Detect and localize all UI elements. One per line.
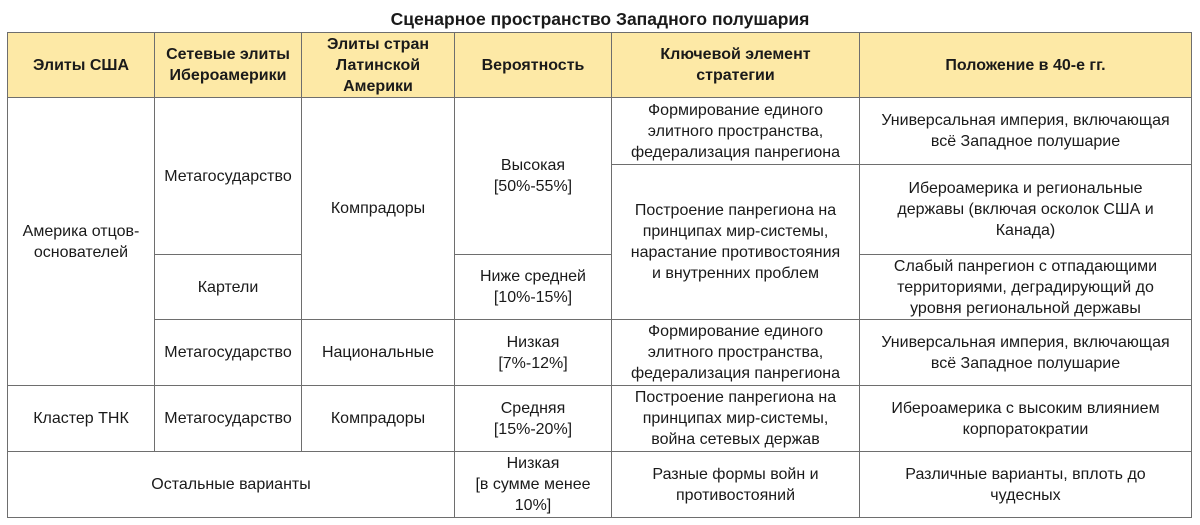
cell-probability: Высокая [50%-55%] [454,97,612,255]
cell-us-elites: Америка отцов- основателей [7,97,155,386]
cell-latam-elites: Компрадоры [301,97,455,320]
header-strategy: Ключевой элемент стратегии [611,32,860,98]
cell-position-40s: Слабый панрегион с отпадающими территориями, деградирующий до уровня региональной державы [859,254,1192,320]
cell-probability: Ниже средней [10%-15%] [454,254,612,320]
cell-strategy: Разные формы войн и противостояний [611,451,860,518]
cell-us-elites: Кластер ТНК [7,385,155,452]
cell-probability: Низкая [в сумме менее 10%] [454,451,612,518]
cell-probability: Низкая [7%-12%] [454,319,612,386]
cell-strategy: Формирование единого элитного пространства, федерализация панрегиона [611,97,860,165]
cell-network-elites: Метагосударство [154,97,302,255]
cell-other-variants: Остальные варианты [7,451,455,518]
header-network-elites: Сетевые элиты Ибероамерики [154,32,302,98]
header-us-elites: Элиты США [7,32,155,98]
table-title: Сценарное пространство Западного полушария [390,9,810,29]
header-probability: Вероятность [454,32,612,98]
header-position-40s: Положение в 40-е гг. [859,32,1192,98]
cell-network-elites: Метагосударство [154,385,302,452]
cell-position-40s: Различные варианты, вплоть до чудесных [859,451,1192,518]
cell-strategy: Построение панрегиона на принципах мир-системы, нарастание противостояния и внутренних проблем [611,164,860,320]
cell-network-elites: Картели [154,254,302,320]
cell-position-40s: Универсальная империя, включающая всё Западное полушарие [859,97,1192,165]
cell-strategy: Построение панрегиона на принципах мир-системы, война сетевых держав [611,385,860,452]
cell-latam-elites: Компрадоры [301,385,455,452]
cell-network-elites: Метагосударство [154,319,302,386]
cell-latam-elites: Национальные [301,319,455,386]
header-latam-elites: Элиты стран Латинской Америки [301,32,455,98]
cell-strategy: Формирование единого элитного пространства, федерализация панрегиона [611,319,860,386]
cell-position-40s: Ибероамерика и региональные державы (включая осколок США и Канада) [859,164,1192,255]
cell-probability: Средняя [15%-20%] [454,385,612,452]
cell-position-40s: Универсальная империя, включающая всё Западное полушарие [859,319,1192,386]
cell-position-40s: Ибероамерика с высоким влиянием корпоратократии [859,385,1192,452]
